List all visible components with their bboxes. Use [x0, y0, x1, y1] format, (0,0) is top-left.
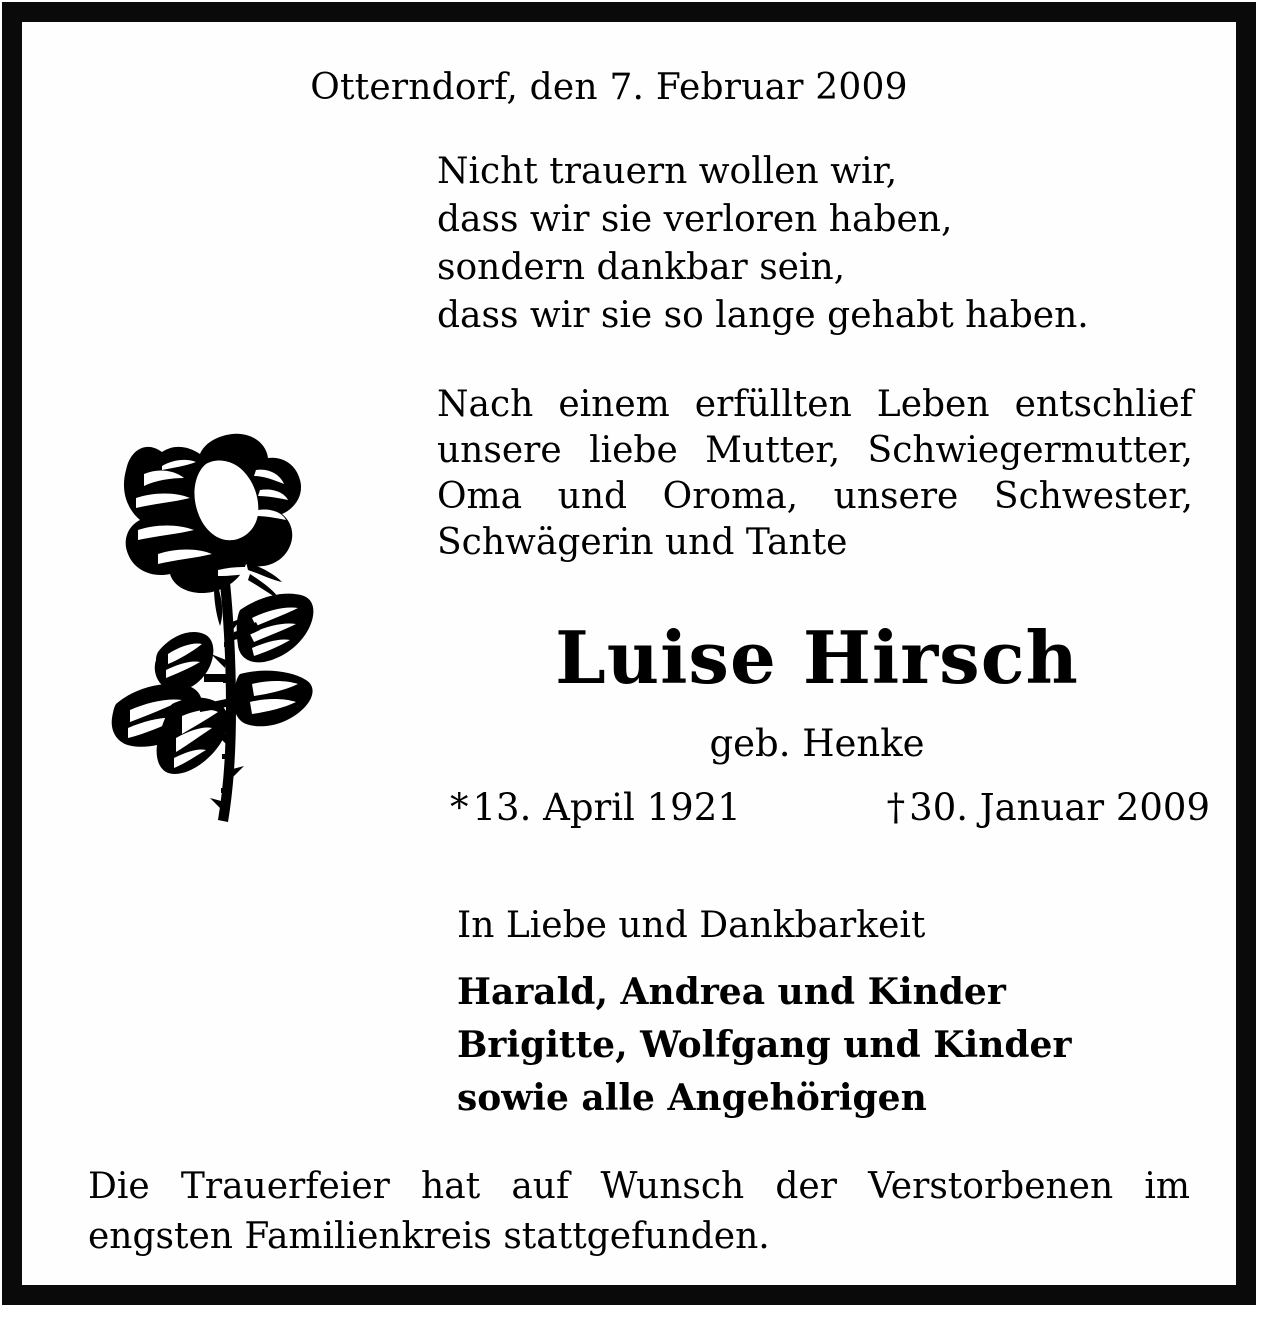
poem-line: dass wir sie so lange gehabt haben.: [437, 295, 1089, 336]
death-date: [887, 786, 1210, 830]
death-date-value: 30. Januar 2009: [909, 786, 1210, 829]
family-line: Harald, Andrea und Kinder: [457, 971, 1006, 1013]
birth-date-value: 13. April 1921: [472, 786, 741, 829]
obituary-notice: [2, 2, 1256, 1305]
maiden-name: geb. Henke: [709, 722, 925, 765]
poem-line: sondern dankbar sein,: [437, 247, 846, 288]
intro-paragraph: Nach einem erfüllten Leben entschlief unsere liebe Mutter, Schwiegermutter, Oma und Oroma, unsere Schwester, Schwägerin und Tante: [437, 384, 1193, 563]
death-cross-icon: †: [886, 786, 910, 829]
birth-star-icon: *: [450, 786, 473, 829]
poem-line: Nicht trauern wollen wir,: [437, 151, 898, 192]
ceremony-note: Die Trauerfeier hat auf Wunsch der Verstorbenen im engsten Familienkreis stattgefunden.: [88, 1166, 1190, 1257]
deceased-name: Luise Hirsch: [555, 615, 1079, 700]
poem: [437, 148, 1197, 340]
family-line: Brigitte, Wolfgang und Kinder: [457, 1024, 1072, 1066]
birth-date: [450, 786, 741, 830]
poem-line: dass wir sie verloren haben,: [437, 199, 953, 240]
notice-inner: [22, 22, 1236, 1285]
life-dates: [450, 786, 1210, 830]
rose-illustration: [100, 374, 370, 874]
family-line: sowie alle Angehörigen: [457, 1077, 927, 1119]
family-list: [457, 966, 1071, 1125]
gratitude-line: In Liebe und Dankbarkeit: [457, 905, 926, 946]
dateline: Otterndorf, den 7. Februar 2009: [310, 67, 908, 108]
